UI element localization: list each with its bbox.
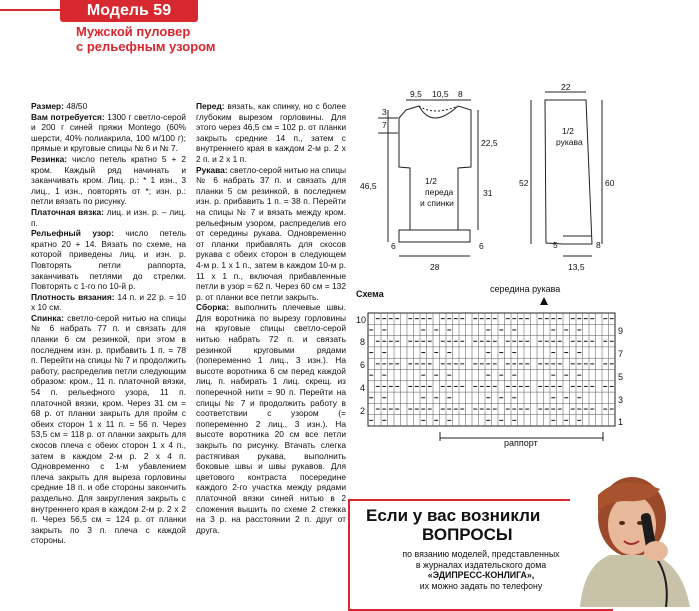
row-number: 3: [618, 395, 624, 405]
dim-label: 22,5: [481, 138, 498, 148]
paragraph-label: Перед:: [196, 101, 225, 111]
row-number: 8: [360, 337, 366, 347]
paragraph: [31, 154, 186, 207]
sleeve-middle-label: середина рукава: [490, 284, 561, 294]
paragraph-label: Резинка:: [31, 153, 68, 164]
sleeve-outline: [545, 100, 592, 244]
row-number: 4: [360, 383, 366, 393]
dim-label: 8: [458, 89, 463, 99]
dim-label: 28: [430, 262, 440, 272]
dim-label: 3: [382, 107, 387, 117]
hand: [644, 541, 668, 561]
paragraph-text: светло-серой нитью на спицы № 6 набрать 37 п. и связать для планки 5 см резинкой, в последнем изн. р. прибавить 1 п. = 38 п. Перейти на спицы № 7 и вязать между кром. рельефным узором, распределив его от середины рукава. Одновременно от планки прибавлять для скосов рукава с обеих сторон в следующем 4-м р. 1 х 1 п., затем в каждом 10-м р. 11 х 1 п., включая прибавленные петли в узор = 62 п. Через 60 см = 132 р. от планки все петли закрыть.: [196, 164, 347, 302]
dim-label: 10,5: [432, 89, 449, 99]
title-line-1: Мужской пуловер: [76, 24, 191, 39]
title-line-2: с рельефным узором: [76, 39, 216, 54]
row-number: 6: [360, 360, 366, 370]
dim-label: 22: [561, 82, 571, 92]
paragraph: [31, 228, 186, 292]
piece-label: 1/2: [562, 126, 574, 136]
garment-schematic: [348, 78, 699, 283]
piece-label: рукава: [556, 137, 583, 147]
paragraph-text: 48/50: [63, 101, 88, 111]
paragraph: [31, 292, 186, 313]
paragraph-label: Размер:: [31, 101, 64, 111]
dim-label: 6: [479, 241, 484, 251]
paragraph: [31, 101, 186, 112]
row-number: 2: [360, 406, 366, 416]
paragraph: [31, 313, 186, 546]
piece-label: переда: [425, 187, 454, 197]
questions-text-line: в журналах издательского дома: [415, 559, 547, 570]
dim-label: 13,5: [568, 262, 585, 272]
eye: [619, 521, 625, 525]
dim-label: 52: [519, 178, 529, 188]
piece-label: 1/2: [425, 176, 437, 186]
paragraph-label: Сборка:: [196, 302, 229, 313]
questions-text-line: «ЭДИПРЕСС-КОНЛИГА»,: [427, 570, 535, 580]
instructions-column-2: [196, 101, 346, 535]
paragraph-label: Рукава:: [196, 164, 228, 175]
questions-text-line: по вязанию моделей, представленных: [402, 549, 560, 559]
paragraph-label: Рельефный узор:: [31, 228, 114, 239]
paragraph-label: Вам потребуется:: [31, 111, 105, 122]
paragraph-text: 14 п. и 22 р. = 10 х 10 см.: [31, 291, 186, 313]
questions-title: [366, 506, 586, 544]
dim-label: 5: [553, 240, 558, 250]
paragraph: [31, 112, 186, 154]
paragraph: [196, 101, 346, 165]
paragraph: [196, 302, 346, 535]
dim-label: 46,5: [360, 181, 377, 191]
paragraph-text: светло-серой нитью на спицы № 6 набрать 77 п. и связать для планки 6 см резинкой, при этом в последнем изн. р. прибавить 1 п. = 78 п. Перейти на спицы № 7 и продолжить работу, распределив петли следующим образом: кром., 11 п. платочной вязки, 54 п. рельефного узора, 11 п. платочной вязки, кром. Через 31 см = 68 р. от планки закрыть для пройм с обеих сторон 1 х 11 п. = 56 п. Через 53,5 см = 118 р. от планки закрыть для скосов плеча с обеих сторон 1 х 4 п., затем в каждом 2-м р. 2 х 4 п. Одновременно с 1-м убавлением плеча закрыть для выреза горловины средние 18 п. и обе стороны закончить раздельно. Для закругления закрыть с внутреннего края в каждом 2-м р. 2 х 2 п. Через 56,5 см = 124 р. от планки закрыть по 3 п. плеча с каждой стороны.: [31, 312, 186, 546]
dim-label: 9,5: [410, 89, 422, 99]
row-number: 1: [618, 417, 624, 427]
dim-label: 31: [483, 188, 493, 198]
chart-title: Схема: [356, 289, 384, 299]
piece-label: и спинки: [420, 198, 454, 208]
dim-label: 8: [596, 240, 601, 250]
paragraph-label: Плотность вязания:: [31, 291, 115, 302]
paragraph-label: Платочная вязка:: [31, 206, 104, 217]
back-neckline: [419, 106, 458, 111]
paragraph-text: выполнить плечевые швы. Для воротника по вырезу горловины на круговые спицы светло-серой нитью набрать 72 п. и связать резинкой круговыми рядами (попеременно 1 лиц., 3 изн.). На высоте воротника 6 см перед каждой лиц. п. набирать 1 лиц. скрещ. из поперечной нити = 90 п. Перейти на спицы № 7 и продолжить работу в соответствии с узором (= попеременно 2 лиц., 3 изн.). На высоте воротника 20 см все петли закрыть по рисунку. Втачать слегка растягивая рукава, выполнить боковые швы и швы рукавов. Для цветового контраста посередине каждого 2-го участка между рядами платочной вязки синей нитью в 2 сложения вышить по схеме 2 стежка на 3 р. на расстоянии 2 п. друг от друга.: [196, 302, 346, 535]
paragraph: [196, 165, 346, 303]
row-number: 9: [618, 326, 624, 336]
paragraph-text: вязать, как спинку, но с более глубоким вырезом горловины. Для этого через 46,5 см = 102 р. от планки закрыть средние 14 п., затем с внутреннего края в каждом 2-м р. 2 х 2 п. и 2 х 1 п.: [196, 101, 346, 164]
center-arrow: [540, 297, 548, 305]
dim-label: 7: [382, 120, 387, 130]
questions-title-line-1: Если у вас возникли: [366, 506, 541, 525]
model-banner: Модель 59: [60, 0, 198, 22]
paragraph-label: Спинка:: [31, 312, 64, 323]
body-outline: [399, 106, 471, 242]
questions-title-line-2: ВОПРОСЫ: [422, 525, 513, 544]
dim-label: 6: [391, 241, 396, 251]
paragraph-text: лиц. и изн. р. – лиц. п.: [31, 206, 186, 228]
page-title: [76, 24, 246, 54]
instructions-column-1: [31, 101, 186, 546]
paragraph: [31, 207, 186, 228]
questions-text: [366, 549, 596, 591]
knitting-chart: [348, 283, 648, 458]
consultant-photo: [570, 455, 699, 607]
row-number: 7: [618, 349, 624, 359]
row-number: 5: [618, 372, 624, 382]
row-number: 10: [356, 315, 367, 325]
dim-label: 60: [605, 178, 615, 188]
questions-text-line: их можно задать по телефону: [419, 580, 543, 591]
paragraph-text: число петель кратно 5 + 2 кром. Каждый ряд начинать и заканчивать кром. Лиц. р.: * 1 изн., 3 лиц., 1 изн., повторять от *; изн. р.: петли вязать по рисунку.: [31, 153, 186, 207]
paragraph-text: 1300 г светло-серой и 200 г синей пряжи Montego (60% шерсти, 40% полиакрила, 100 м/100 г); прямые и круговые спицы № 6 и № 7.: [31, 111, 186, 154]
repeat-label: раппорт: [504, 438, 538, 448]
header-rule: [0, 9, 60, 11]
paragraph-text: число петель кратно 20 + 14. Вязать по схеме, на которой приведены лиц. и изн. р. Повторять петли раппорта, заканчивать петлями до стрелки. Повторять с 1-го по 10-й р.: [31, 228, 186, 292]
